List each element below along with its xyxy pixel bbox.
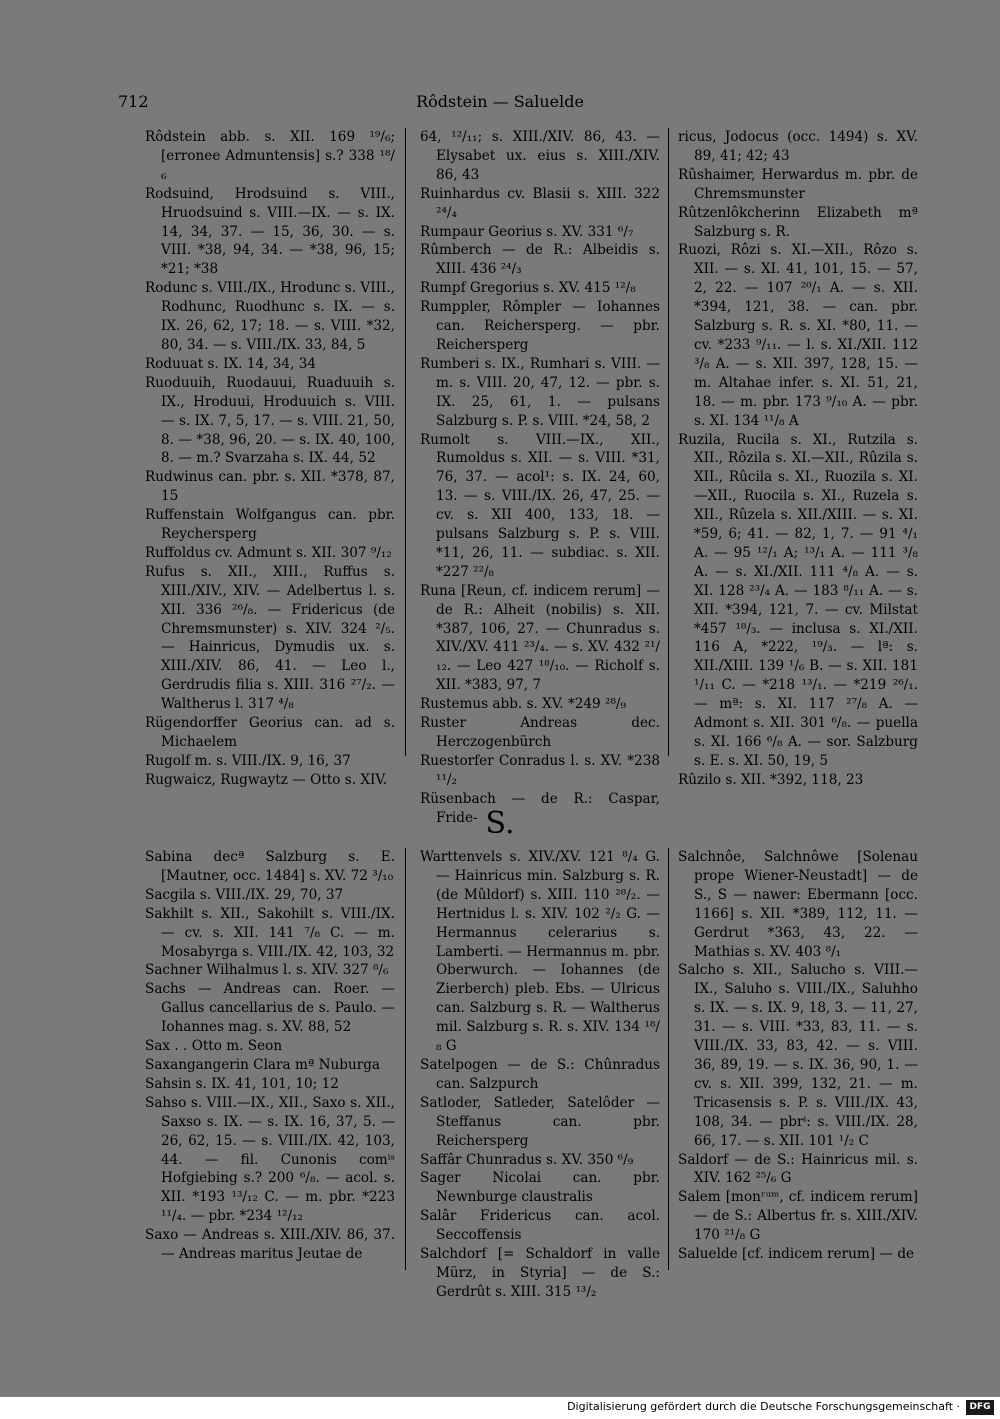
index-entry: Rugwaicz, Rugwaytz — Otto s. XIV. — [145, 771, 388, 788]
index-entry: Sacgila s. VIII./IX. 29, 70, 37 — [145, 886, 344, 903]
index-entry: Rûtzenlôkcherinn Elizabeth mª Salzburg s. R. — [678, 204, 918, 240]
running-head: Rôdstein — Saluelde — [416, 92, 584, 111]
index-entry: 64, ¹²/₁₁; s. XIII./XIV. 86, 43. — Elysabet ux. eius s. XIII./XIV. 86, 43 — [420, 129, 660, 183]
index-entry: Sachs — Andreas can. Roer. — Gallus cancellarius de s. Paulo. — Iohannes mag. s. XV. 88, 52 — [145, 981, 395, 1036]
index-entry: ricus, Jodocus (occ. 1494) s. XV. 89, 41; 42; 43 — [678, 129, 918, 164]
index-entry: Runa [Reun, cf. indicem rerum] — de R.: Alheit (nobilis) s. XII. *387, 106, 27. — Chunradus s. XIV./XV. 411 ²³/₄. — s. XV. 432 ²¹/₁₂. — Leo 427 ¹⁸/₁₀. — Richolf s. XII. *383, 97, 7 — [420, 582, 660, 694]
index-entry: Ruestorfer Conradus l. s. XV. *238 ¹¹/₂ — [420, 752, 660, 788]
index-entry: Rügendorffer Georius can. ad s. Michaelem — [145, 715, 395, 750]
top-column-2 — [420, 128, 660, 828]
index-entry: Rodunc s. VIII./IX., Hrodunc s. VIII., Rodhunc, Ruodhunc s. IX. — s. IX. 26, 62, 17; 18. — s. VIII. *32, 80, 34. — s. VIII./IX. 33, 84, 5 — [145, 280, 395, 353]
index-entry: Ruffenstain Wolfgangus can. pbr. Reychersperg — [145, 507, 395, 543]
index-entry: Sahsin s. IX. 41, 101, 10; 12 — [145, 1075, 339, 1092]
footer-bar — [0, 1397, 1000, 1419]
index-entry: Salchdorf [= Schaldorf in valle Mürz, in Styria] — de S.: Gerdrût s. XIII. 315 ¹³/₂ — [420, 1246, 660, 1300]
index-entry: Rôdstein abb. s. XII. 169 ¹⁹/₆; [erronee Admuntensis] s.? 338 ¹⁸/₆ — [145, 129, 395, 183]
index-entry: Roduuat s. IX. 14, 34, 34 — [145, 355, 317, 372]
index-entry: Rumppler, Rômpler — Iohannes can. Reichersperg. — pbr. Reichersperg — [420, 299, 660, 353]
index-entry: Ruinhardus cv. Blasii s. XIII. 322 ²⁴/₄ — [420, 185, 660, 221]
bottom-column-divider-1 — [405, 848, 406, 1270]
index-entry: Ruzila, Rucila s. XI., Rutzila s. XII., Rôzila s. XI.—XII., Rûzila s. XII., Rûcila s. XI., Ruozila s. XI.—XII., Ruocila s. XI., Ruzela s. XII., Rûzela s. XII./XIII. — s. XI. *59, 6; 41. — 82, 1, 7. — 91 ⁴/₁ A. — 95 ¹²/₁ A; ¹³/₁ A. — 111 ³/₈ A. — s. XI./XII. 111 ⁴/₈ A. — s. XI. 128 ²³/₄ A. — 183 ⁸/₁₁ A. — s. XII. *394, 121, 7. — cv. Milstat *457 ¹⁸/₃. — inclusa s. XI./XII. 116 A, *222, ¹⁹/₃. — lª: s. XII./XIII. 139 ¹/₆ B. — s. XII. 181 ¹/₁₁ C. — *218 ¹³/₁. — *219 ²⁶/₁. — mª: s. XI. 117 ²⁷/₈ A. — Admont s. XII. 301 ⁶/₈. — puella s. XI. 166 ⁶/₈ A. — sor. Salzburg s. E. s. XI. 50, 19, 5 — [678, 431, 918, 769]
index-entry: Saldorf — de S.: Hainricus mil. s. XIV. 162 ²⁵/₆ G — [678, 1151, 918, 1187]
index-entry: Satelpogen — de S.: Chûnradus can. Salzpurch — [420, 1056, 660, 1092]
index-entry: Ruffoldus cv. Admunt s. XII. 307 ⁹/₁₂ — [145, 544, 392, 561]
index-entry: Rumolt s. VIII.—IX., XII., Rumoldus s. XII. — s. VIII. *31, 76, 37. — acol¹: s. IX. 24, 60, 13. — s. VIII./IX. 26, 47, 25. — cv. s. XII 400, 133, 18. — pulsans Salzburg s. P. s. VIII. *11, 26, 11. — subdiac. s. XII. *227 ²²/₈ — [420, 431, 660, 580]
index-entry: Saffâr Chunradus s. XV. 350 ⁶/₉ — [420, 1151, 634, 1168]
index-entry: Rüsenbach — de R.: Caspar, Fride- — [420, 790, 660, 826]
index-entry: Salâr Fridericus can. acol. Seccoffensis — [420, 1208, 660, 1244]
index-entry: Rudwinus can. pbr. s. XII. *378, 87, 15 — [145, 469, 395, 505]
index-entry: Rugolf m. s. VIII./IX. 9, 16, 37 — [145, 752, 351, 769]
index-entry: Ruoduuih, Ruodauui, Ruaduuih s. IX., Hroduui, Hroduuich s. VIII. — s. IX. 7, 5, 17. — s. VIII. 21, 50, 8. — *38, 96, 20. — s. IX. 40, 100, 8. — m.? Svarzaha s. IX. 44, 52 — [145, 374, 395, 467]
index-entry: Rumberi s. IX., Rumhari s. VIII. — m. s. VIII. 20, 47, 12. — pbr. s. IX. 25, 61, 1. — pulsans Salzburg s. P. s. VIII. *24, 58, 2 — [420, 355, 660, 429]
dfg-logo: DFG — [966, 1400, 994, 1415]
index-entry: Saxangangerin Clara mª Nuburga — [145, 1056, 381, 1073]
top-column-divider-2 — [668, 128, 669, 756]
index-entry: Rumpf Gregorius s. XV. 415 ¹²/₈ — [420, 280, 636, 297]
top-column-1 — [145, 128, 395, 790]
index-entry: Rûshaimer, Herwardus m. pbr. de Chremsmunster — [678, 166, 918, 202]
index-entry: Rûmberch — de R.: Albeidis s. XIII. 436 ²⁴/₃ — [420, 242, 660, 278]
section-letter: S. — [485, 806, 515, 841]
index-entry: Saluelde [cf. indicem rerum] — de — [678, 1246, 915, 1263]
index-entry: Salcho s. XII., Salucho s. VIII.—IX., Saluho s. VIII./IX., Saluhho s. IX. — s. IX. 9, 18, 3. — 11, 27, 31. — s. VIII. *33, 83, 11. — s. VIII./IX. 33, 83, 42. — s. VIII. 36, 89, 19. — s. IX. 36, 90, 1. — cv. s. XII. 399, 132, 21. — m. Tricasensis s. P. s. VIII./IX. 43, 108, 34. — pbrⁱ: s. VIII./IX. 28, 66, 17. — s. XII. 101 ¹/₂ C — [678, 962, 918, 1149]
index-entry: Sachner Wilhalmus l. s. XIV. 327 ⁸/₆ — [145, 962, 389, 979]
bottom-column-1 — [145, 848, 395, 1264]
index-entry: Sax . . Otto m. Seon — [145, 1038, 283, 1055]
page-number: 712 — [118, 92, 149, 111]
index-entry: Satloder, Satleder, Satelôder — Steffanus can. pbr. Reichersperg — [420, 1094, 660, 1149]
index-entry: Saxo — Andreas s. XIII./XIV. 86, 37. — Andreas maritus Jeutae de — [145, 1227, 395, 1263]
bottom-column-3 — [678, 848, 918, 1264]
index-entry: Ruster Andreas dec. Herczogenbürch — [420, 715, 660, 750]
index-entry: Sager Nicolai can. pbr. Newnburge claustralis — [420, 1170, 660, 1206]
bottom-column-divider-2 — [668, 848, 669, 1270]
index-entry: Rodsuind, Hrodsuind s. VIII., Hruodsuind s. VIII.—IX. — s. IX. 14, 34, 37. — 15, 36, 30. — s. VIII. *38, 94, 34. — *38, 96, 15; *21; *38 — [145, 185, 395, 278]
index-entry: Rustemus abb. s. XV. *249 ²⁸/₉ — [420, 696, 626, 713]
index-entry: Ruozi, Rôzi s. XI.—XII., Rôzo s. XII. — s. XI. 41, 101, 15. — 57, 2, 22. — 107 ²⁰/₁ A. — s. XII. *394, 121, 38. — can. pbr. Salzburg s. R. s. XI. *80, 11. — cv. *233 ⁹/₁₁. — l. s. XI./XII. 112 ³/₈ A. — s. XII. 397, 128, 15. — m. Altahae infer. s. XI. 51, 21, 18. — m. pbr. 173 ⁹/₁₀ A. — pbr. s. XI. 134 ¹¹/₈ A — [678, 242, 918, 429]
index-entry: Salchnôe, Salchnôwe [Solenau prope Wiener-Neustadt] — de S., S — nawer: Ebermann [occ. 1166] s. XII. *389, 112, 11. — Gerdrut *363, 43, 22. — Mathias s. XV. 403 ⁸/₁ — [678, 849, 918, 960]
index-entry: Sabina decª Salzburg s. E. [Mautner, occ. 1484] s. XV. 72 ³/₁₀ — [145, 849, 395, 884]
top-column-3 — [678, 128, 918, 790]
top-column-divider-1 — [405, 128, 406, 756]
index-entry: Sakhilt s. XII., Sakohilt s. VIII./IX. — cv. s. XII. 141 ⁷/₈ C. — m. Mosabyrga s. VIII./IX. 42, 103, 32 — [145, 905, 395, 960]
index-entry: Sahso s. VIII.—IX., XII., Saxo s. XII., Saxso s. IX. — s. IX. 16, 37, 5. — 26, 62, 15. — s. VIII./IX. 42, 103, 44. — fil. Cunonis comⁱˢ Hofgiebing s.? 200 ⁶/₈. — acol. s. XII. *193 ¹³/₁₂ C. — m. pbr. *223 ¹¹/₄. — pbr. *234 ¹²/₁₂ — [145, 1094, 395, 1225]
index-entry: Salem [monʳᵘᵐ, cf. indicem rerum] — de S.: Albertus fr. s. XIII./XIV. 170 ²¹/₈ G — [678, 1189, 918, 1244]
footer-text: Digitalisierung gefördert durch die Deutsche Forschungsgemeinschaft · — [567, 1400, 960, 1413]
index-entry: Rûzilo s. XII. *392, 118, 23 — [678, 771, 864, 788]
index-entry: Rufus s. XII., XIII., Ruffus s. XIII./XIV., XIV. — Adelbertus l. s. XII. 336 ²⁶/₈. — Fridericus (de Chremsmunster) s. XIV. 324 ²/₅. — Hainricus, Dymudis ux. s. XIII./XIV. 86, 41. — Leo l., Gerdrudis filia s. XIII. 316 ²⁷/₂. — Waltherus l. 317 ⁴/₈ — [145, 563, 395, 713]
index-entry: Warttenvels s. XIV./XV. 121 ⁸/₄ G. — Hainricus min. Salzburg s. R. (de Mûldorf) s. XIII. 110 ²⁸/₂. — Hertnidus l. s. XIV. 102 ²/₂ G. — Hermannus celerarius s. Lamberti. — Hermannus m. pbr. Oberwurch. — Iohannes (de Zierberch) pleb. Ebs. — Ulricus can. Salzburg s. R. — Waltherus mil. Salzburg s. R. s. XIV. 134 ¹⁸/₈ G — [420, 849, 660, 1055]
index-entry: Rumpaur Georius s. XV. 331 ⁶/₇ — [420, 223, 634, 240]
bottom-column-2 — [420, 848, 660, 1302]
